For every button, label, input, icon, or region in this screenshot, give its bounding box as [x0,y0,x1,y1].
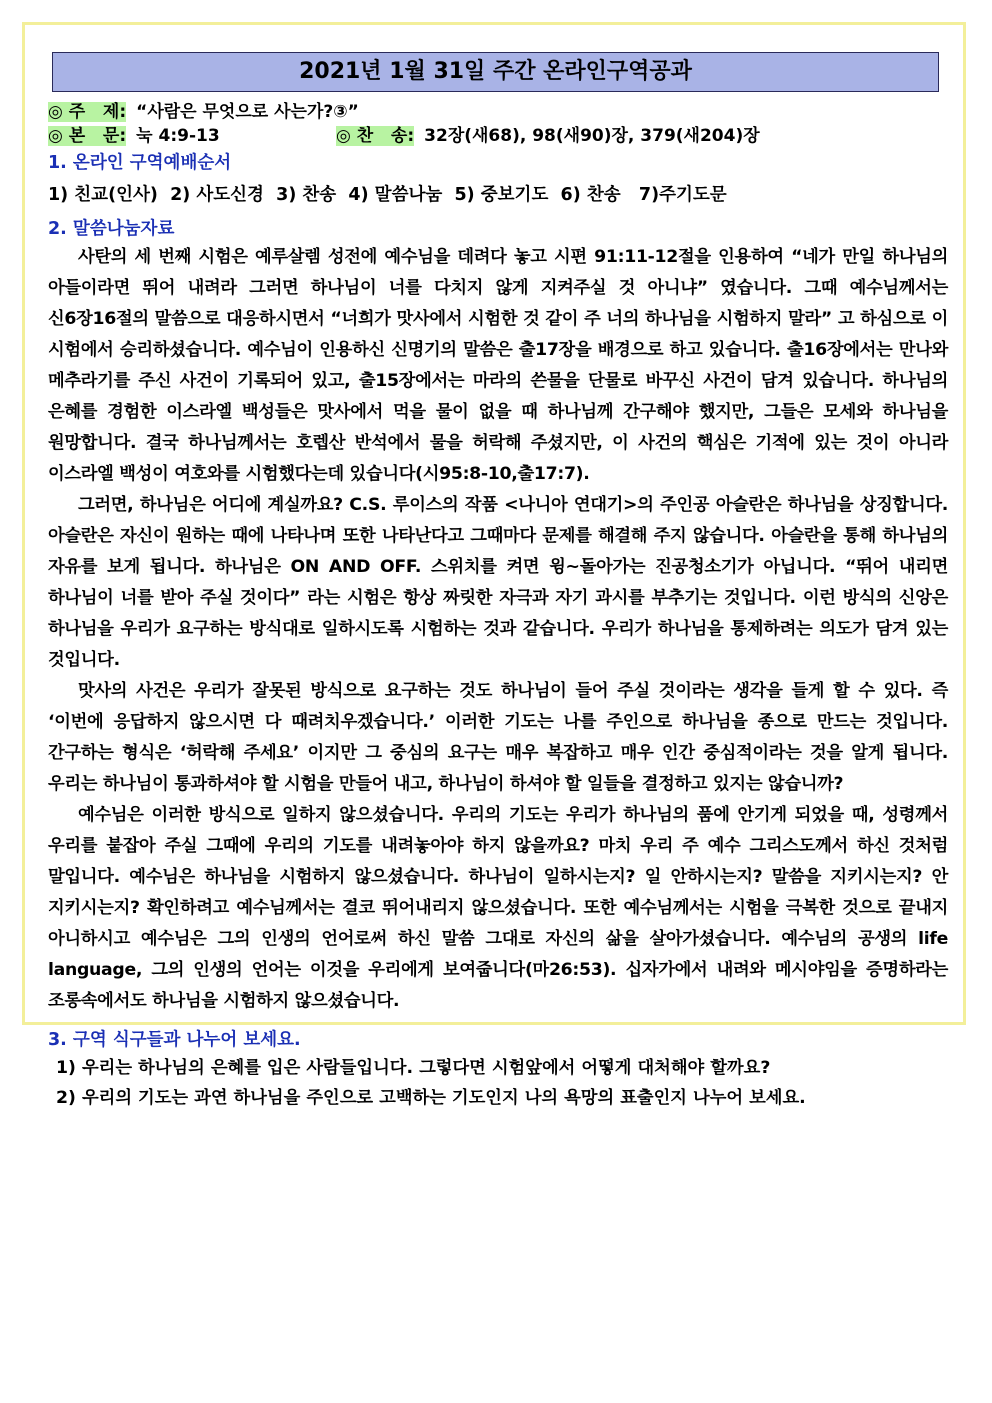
section-heading-order: 1. 온라인 구역예배순서 [48,153,232,173]
theme-value: “사람은 무엇으로 사는가?③” [136,102,359,122]
document-body [48,100,948,1113]
theme-label: ◎ 주 제: [48,102,127,122]
scripture-label: ◎ 본 문: [48,126,127,146]
worship-order: 1) 친교(인사) 2) 사도신경 3) 찬송 4) 말씀나눔 5) 중보기도 6) 찬송 7)주기도문 [48,185,727,205]
section-heading-sharing: 2. 말씀나눔자료 [48,219,175,239]
sharing-paragraph: 그러면, 하나님은 어디에 계실까요? C.S. 루이스의 작품 <나니아 연대기>의 주인공 아슬란은 하나님을 상징합니다. 아슬란은 자신이 원하는 때에 나타나며 또한 나타난다고 그때마다 문제를 해결해 주지 않습니다. 아슬란을 통해 하나님의 자유를 보게 됩니다. 하나님은 ON AND OFF. 스위치를 켜면 윙~돌아가는 진공청소기가 아닙니다. “뛰어 내리면 하나님이 너를 받아 주실 것이다” 라는 시험은 항상 짜릿한 자극과 자기 과시를 부추기는 것입니다. 이런 방식의 신앙은 하나님을 우리가 요구하는 방식대로 일하시도록 시험하는 것과 같습니다. 우리가 하나님을 통제하려는 의도가 담겨 있는 것입니다. [48,495,948,670]
sharing-paragraph: 예수님은 이러한 방식으로 일하지 않으셨습니다. 우리의 기도는 우리가 하나님의 품에 안기게 되었을 때, 성령께서 우리를 붙잡아 주실 그때에 우리의 기도를 내려놓아야 하지 않을까요? 마치 우리 주 예수 그리스도께서 하신 것처럼 말입니다. 예수님은 하나님을 시험하지 않으셨습니다. 하나님이 일하시는지? 일 안하시는지? 말씀을 지키시는지? 안 지키시는지? 확인하려고 예수님께서는 결코 뛰어내리지 않으셨습니다. 또한 예수님께서는 시험을 극복한 것으로 끝내지 아니하시고 예수님은 그의 인생의 언어로써 하신 말씀 그대로 자신의 삶을 살아가셨습니다. 예수님의 공생의 life language, 그의 인생의 언어는 이것을 우리에게 보여줍니다(마26:53). 십자가에서 내려와 메시야임을 증명하라는 조롱속에서도 하나님을 시험하지 않으셨습니다. [48,805,948,1011]
theme-row [48,100,948,124]
sharing-paragraph: 사탄의 세 번째 시험은 예루살렘 성전에 예수님을 데려다 놓고 시편 91:11-12절을 인용하여 “네가 만일 하나님의 아들이라면 뛰어 내려라 그러면 하나님이 너를 다치지 않게 지켜주실 것 아니냐” 였습니다. 그때 예수님께서는 신6장16절의 말씀으로 대응하시면서 “너희가 맛사에서 시험한 것 같이 주 너의 하나님을 시험하지 말라” 고 하심으로 이 시험에서 승리하셨습니다. 예수님이 인용하신 신명기의 말씀은 출17장을 배경으로 하고 있습니다. 출16장에서는 만나와 메추라기를 주신 사건이 기록되어 있고, 출15장에서는 마라의 쓴물을 단물로 바꾸신 사건이 담겨 있습니다. 하나님의 은혜를 경험한 이스라엘 백성들은 맛사에서 먹을 물이 없을 때 하나님께 간구해야 했지만, 그들은 모세와 하나님을 원망합니다. 결국 하나님께서는 호렙산 반석에서 물을 허락해 주셨지만, 이 사건의 핵심은 기적에 있는 것이 아니라 이스라엘 백성이 여호와를 시험했다는데 있습니다(시95:8-10,출17:7). [48,247,949,484]
discussion-question: 1) 우리는 하나님의 은혜를 입은 사람들입니다. 그렇다면 시험앞에서 어떻게 대처해야 할까요? [56,1058,771,1078]
document-title: 2021년 1월 31일 주간 온라인구역공과 [52,52,939,92]
sharing-paragraph: 맛사의 사건은 우리가 잘못된 방식으로 요구하는 것도 하나님이 들어 주실 것이라는 생각을 들게 할 수 있다. 즉 ‘이번에 응답하지 않으시면 다 때려치우겠습니다.’ 이러한 기도는 나를 주인으로 하나님을 종으로 만드는 것입니다. 간구하는 형식은 ‘허락해 주세요’ 이지만 그 중심의 요구는 매우 복잡하고 매우 인간 중심적이라는 것을 알게 됩니다. 우리는 하나님이 통과하셔야 할 시험을 만들어 내고, 하나님이 하셔야 할 일들을 결정하고 있지는 않습니까? [48,681,948,794]
hymn-label: ◎ 찬 송: [336,126,415,146]
hymn-group [336,124,760,148]
spacer [48,1017,948,1025]
scripture-hymn-row [48,124,948,148]
scripture-value: 눅 4:9-13 [136,126,220,146]
discussion-question: 2) 우리의 기도는 과연 하나님을 주인으로 고백하는 기도인지 나의 욕망의 표출인지 나누어 보세요. [56,1088,806,1108]
section-heading-discussion: 3. 구역 식구들과 나누어 보세요. [48,1030,301,1050]
hymn-value: 32장(새68), 98(새90)장, 379(새204)장 [424,126,760,146]
